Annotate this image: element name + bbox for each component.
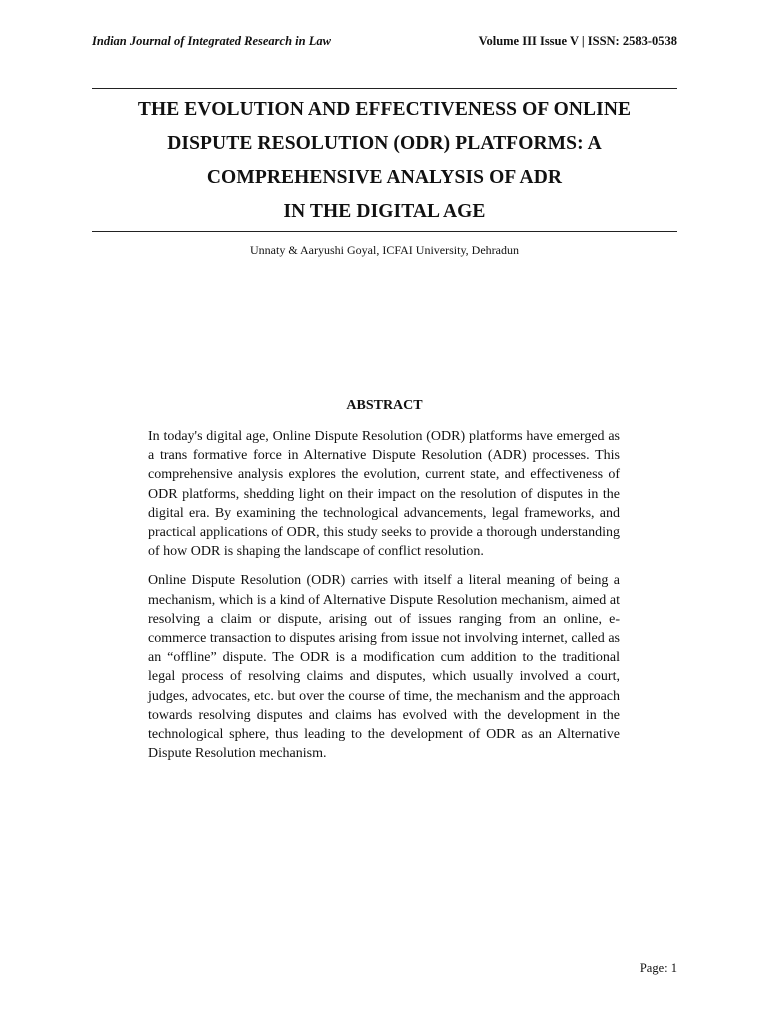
paper-title: [92, 93, 677, 229]
volume-issn: Volume III Issue V | ISSN: 2583-0538: [478, 34, 677, 48]
journal-name: Indian Journal of Integrated Research in Law: [92, 34, 331, 48]
title-line: THE EVOLUTION AND EFFECTIVENESS OF ONLINE: [137, 99, 632, 120]
abstract-body: [148, 427, 620, 773]
page-header: [92, 34, 677, 52]
page-number: Page: 1: [639, 961, 677, 975]
abstract-paragraph: In today's digital age, Online Dispute Resolution (ODR) platforms have emerged as a trans formative force in Alternative Dispute Resolution (ADR) processes. This comprehensive analysis explores the evolution, current state, and effectiveness of ODR platforms, shedding light on their impact on the resolution of disputes in the digital era. By examining the technological advancements, legal frameworks, and practical applications of ODR, this study seeks to provide a thorough understanding of how ODR is shaping the landscape of conflict resolution.: [148, 429, 620, 560]
title-top-rule: [92, 88, 677, 89]
title-bottom-rule: [92, 231, 677, 232]
author-affiliation: Unnaty & Aaryushi Goyal, ICFAI University, Dehradun: [250, 243, 519, 257]
title-line: IN THE DIGITAL AGE: [283, 201, 486, 222]
abstract-paragraph: Online Dispute Resolution (ODR) carries with itself a literal meaning of being a mechanism, which is a kind of Alternative Dispute Resolution mechanism, aimed at resolving a claim or dispute, arising out of issues ranging from an online, e-commerce transaction to disputes arising from issue not involving internet, called as an “offline” dispute. The ODR is a modification cum addition to the traditional legal process of resolving claims and disputes, which usually involved a court, judges, advocates, etc. but over the course of time, the mechanism and the approach towards resolving disputes and claims has evolved with the development in the technological sphere, thus leading to the development of ODR as an Alternative Dispute Resolution mechanism.: [148, 573, 620, 762]
title-line: DISPUTE RESOLUTION (ODR) PLATFORMS: A: [167, 133, 602, 154]
title-line: COMPREHENSIVE ANALYSIS OF ADR: [206, 167, 563, 188]
abstract-heading: ABSTRACT: [346, 398, 423, 413]
